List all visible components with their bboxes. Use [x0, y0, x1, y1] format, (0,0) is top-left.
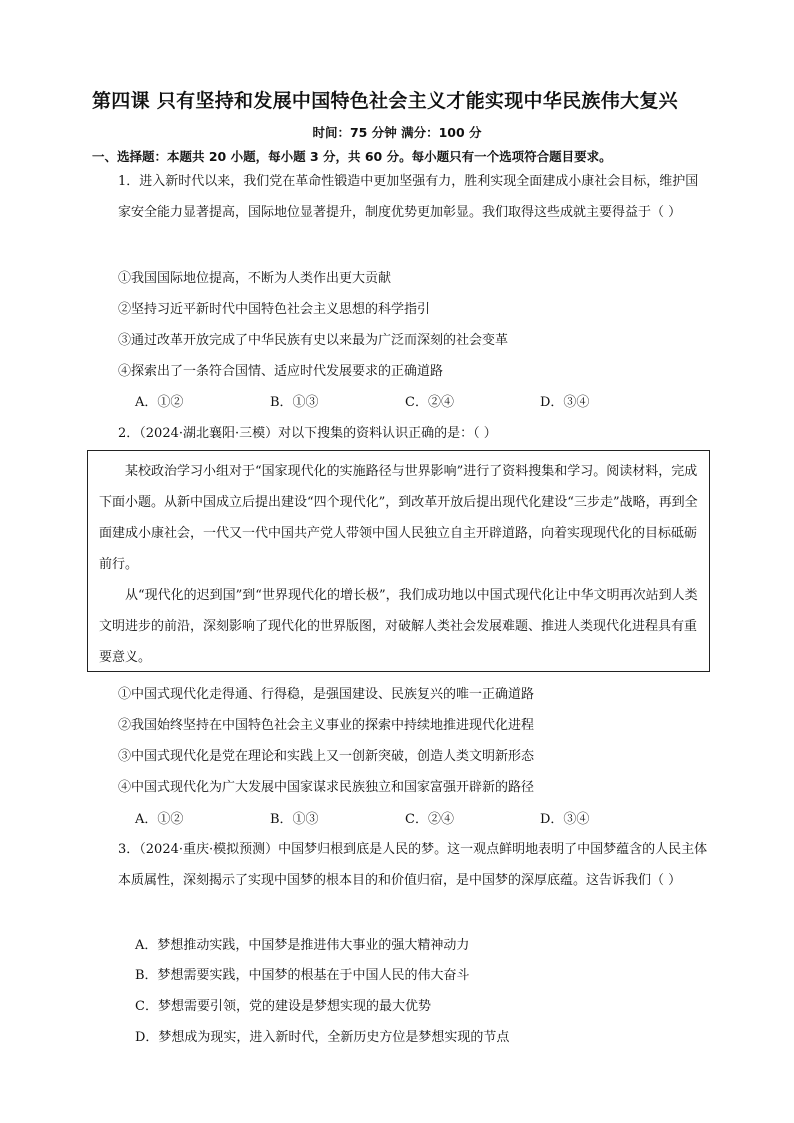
- question-2-stem: 2．（2024·湖北襄阳·三模）对以下搜集的资料认识正确的是：（ ）: [118, 426, 497, 441]
- question-2-choice-d: D．③④: [540, 812, 590, 827]
- question-2-option: ②我国始终坚持在中国特色社会主义事业的探索中持续地推进现代化进程: [118, 718, 535, 733]
- question-1-choice-c: C．②④: [405, 395, 454, 410]
- question-2-choice-b: B．①③: [270, 812, 319, 827]
- question-1-option: ③通过改革开放完成了中华民族有史以来最为广泛而深刻的社会变革: [118, 333, 509, 348]
- material-paragraph-2: 从“现代化的迟到国”到“世界现代化的增长极”，我们成功地以中国式现代化让中华文明再次站到人类文明进步的前沿，深刻影响了现代化的世界版图，对破解人类社会发展难题、推进人类现代化进程具有重要意义。: [99, 588, 698, 665]
- question-2-choice-c: C．②④: [405, 812, 454, 827]
- material-box: [87, 450, 710, 672]
- question-2-option: ①中国式现代化走得通、行得稳，是强国建设、民族复兴的唯一正确道路: [118, 687, 535, 702]
- lesson-title: 第四课 只有坚持和发展中国特色社会主义才能实现中华民族伟大复兴: [92, 90, 678, 112]
- question-1-option: ④探索出了一条符合国情、适应时代发展要求的正确道路: [118, 364, 444, 379]
- question-3-option-d: D．梦想成为现实，进入新时代，全新历史方位是梦想实现的节点: [135, 1030, 510, 1045]
- question-1-choice-d: D．③④: [540, 395, 590, 410]
- question-3-option-c: C．梦想需要引领，党的建设是梦想实现的最大优势: [135, 999, 431, 1014]
- section-heading-choice: 一、选择题：本题共 20 小题，每小题 3 分，共 60 分。每小题只有一个选项符合题目要求。: [92, 149, 612, 164]
- question-2-option: ④中国式现代化为广大发展中国家谋求民族独立和国家富强开辟新的路径: [118, 780, 535, 795]
- question-1-option: ②坚持习近平新时代中国特色社会主义思想的科学指引: [118, 302, 431, 317]
- question-3-option-b: B．梦想需要实践，中国梦的根基在于中国人民的伟大奋斗: [135, 968, 470, 983]
- material-paragraph-1: 某校政治学习小组对于“国家现代化的实施路径与世界影响”进行了资料搜集和学习。阅读材料，完成下面小题。从新中国成立后提出建设“四个现代化”，到改革开放后提出现代化建设“三步走”战略，再到全面建成小康社会，一代又一代中国共产党人带领中国人民独立自主开辟道路，向着实现现代化的目标砥砺前行。: [99, 464, 698, 572]
- question-2-choice-a: A．①②: [135, 812, 184, 827]
- question-2-option: ③中国式现代化是党在理论和实践上又一创新突破，创造人类文明新形态: [118, 749, 535, 764]
- question-1-choice-a: A．①②: [135, 395, 184, 410]
- question-3-stem: 3．（2024·重庆·模拟预测）中国梦归根到底是人民的梦。这一观点鲜明地表明了中国梦蕴含的人民主体本质属性，深刻揭示了实现中国梦的根本目的和价值归宿，是中国梦的深厚底蕴。这告诉我们（ ）: [118, 842, 708, 888]
- exam-time-score: 时间：75 分钟 满分：100 分: [312, 125, 482, 140]
- question-3-option-a: A．梦想推动实践，中国梦是推进伟大事业的强大精神动力: [135, 938, 470, 953]
- question-1-stem: 1．进入新时代以来，我们党在革命性锻造中更加坚强有力，胜利实现全面建成小康社会目标，维护国家安全能力显著提高，国际地位显著提升，制度优势更加彰显。我们取得这些成就主要得益于（ ）: [118, 174, 699, 220]
- question-1-option: ①我国国际地位提高，不断为人类作出更大贡献: [118, 271, 392, 286]
- question-1-choice-b: B．①③: [270, 395, 319, 410]
